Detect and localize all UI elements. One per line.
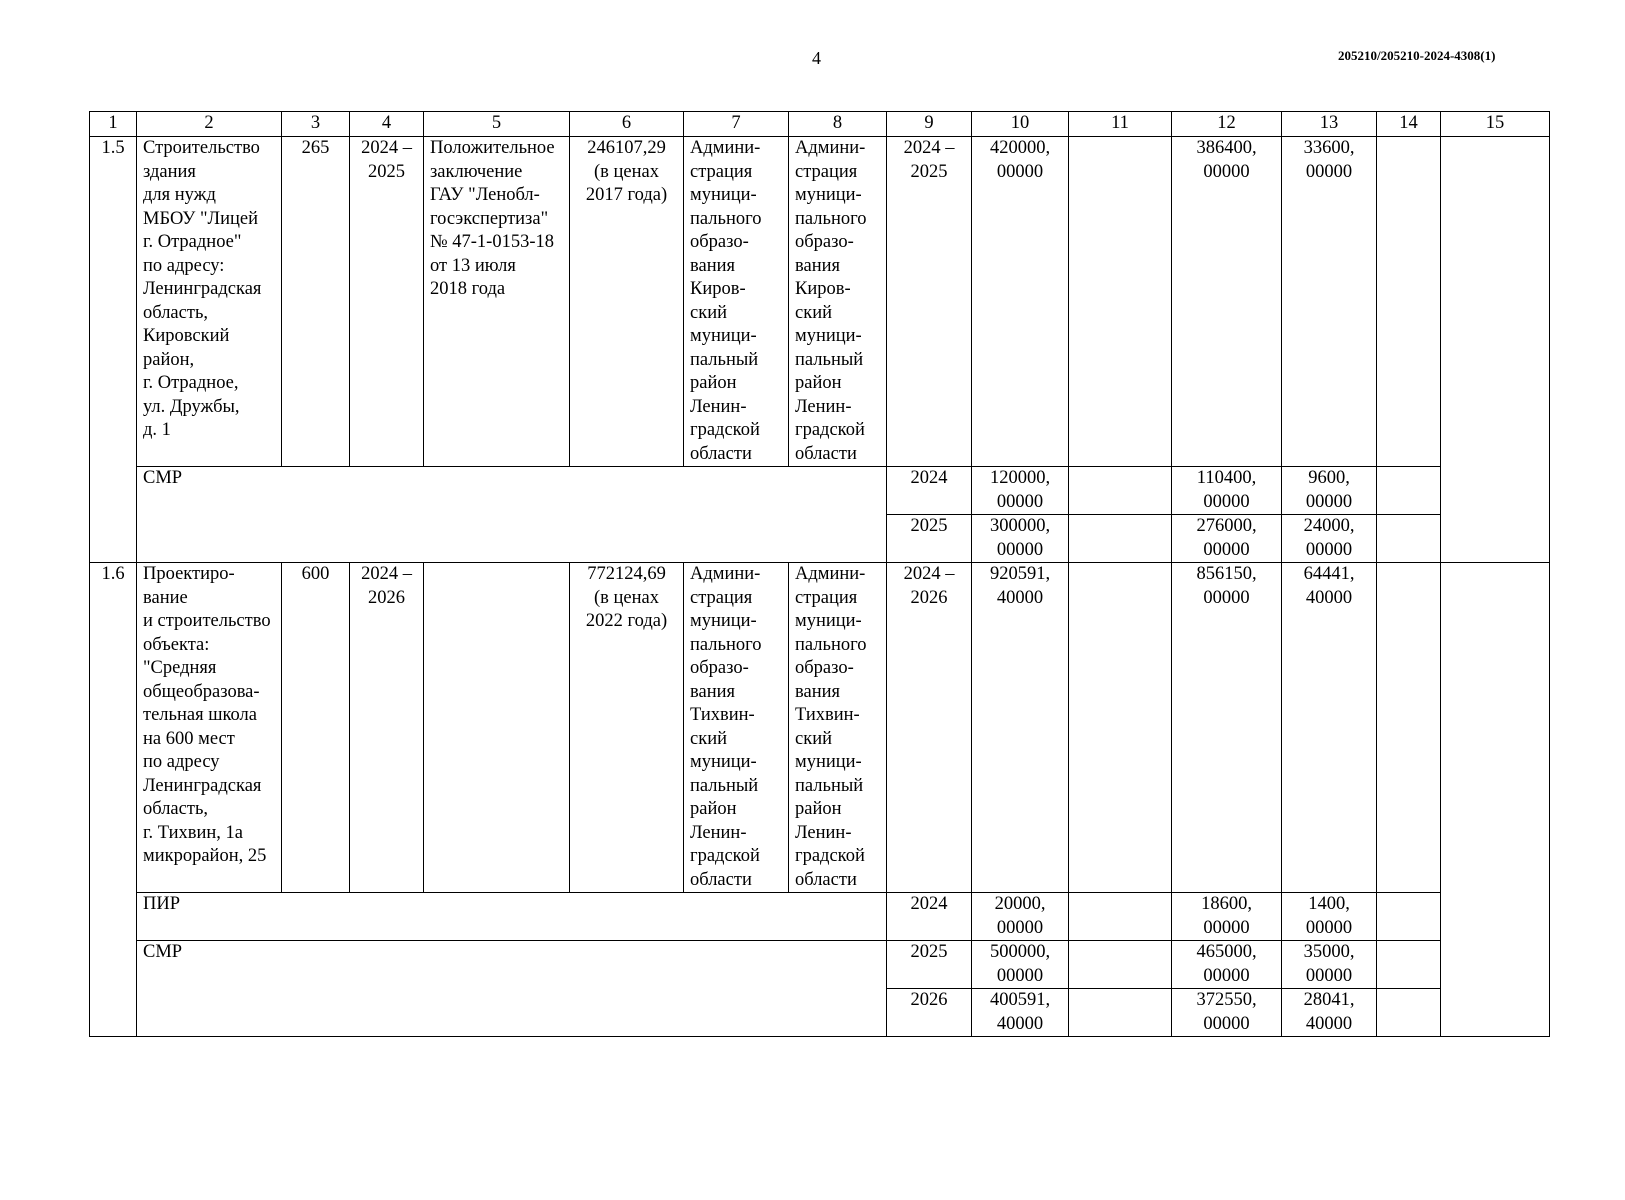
expert-conclusion: [424, 563, 570, 893]
header-cell: 11: [1069, 112, 1172, 137]
page-number: 4: [812, 48, 821, 68]
row-number: 1.5: [90, 137, 137, 563]
table-row: [90, 467, 1550, 515]
year: 2024: [887, 467, 972, 515]
empty-cell: [1377, 893, 1441, 941]
period: 2024 – 2025: [350, 137, 424, 467]
work-type-label: СМР: [137, 941, 887, 1037]
header-row: [90, 112, 1550, 137]
header-cell: 14: [1377, 112, 1441, 137]
header-cell: 8: [789, 112, 887, 137]
year: 2025: [887, 515, 972, 563]
work-type-label: СМР: [137, 467, 887, 563]
amount-col12: 18600, 00000: [1172, 893, 1282, 941]
table-row: [90, 563, 1550, 893]
empty-cell: [1069, 563, 1172, 893]
empty-cell: [1377, 941, 1441, 989]
amount-col13: 64441, 40000: [1282, 563, 1377, 893]
header-cell: 15: [1441, 112, 1550, 137]
empty-cell: [1069, 893, 1172, 941]
estimated-cost: 772124,69 (в ценах 2022 года): [570, 563, 684, 893]
object-name: Проектиро- вание и строительство объекта: "Средняя общеобразова- тельная школа на 600 мест по адресу Ленинградская область, г. Тихвин, 1а микрорайон, 25: [137, 563, 282, 893]
empty-cell: [1069, 941, 1172, 989]
empty-cell: [1069, 515, 1172, 563]
header-cell: 1: [90, 112, 137, 137]
document-code: 205210/205210-2024-4308(1): [1338, 48, 1496, 63]
developer: Админи- страция муници- пального образо- вания Тихвин- ский муници- пальный район Ленин- градской области: [789, 563, 887, 893]
year: 2024: [887, 893, 972, 941]
empty-cell: [1441, 563, 1550, 1037]
work-type-label: ПИР: [137, 893, 887, 941]
header-cell: 3: [282, 112, 350, 137]
amount-col13: 28041, 40000: [1282, 989, 1377, 1037]
total-amount: 400591, 40000: [972, 989, 1069, 1037]
year: 2026: [887, 989, 972, 1037]
period: 2024 – 2026: [350, 563, 424, 893]
header-cell: 6: [570, 112, 684, 137]
amount-col13: 9600, 00000: [1282, 467, 1377, 515]
header-cell: 2: [137, 112, 282, 137]
amount-col13: 1400, 00000: [1282, 893, 1377, 941]
header-cell: 9: [887, 112, 972, 137]
estimated-cost: 246107,29 (в ценах 2017 года): [570, 137, 684, 467]
total-amount: 420000, 00000: [972, 137, 1069, 467]
amount-col13: 33600, 00000: [1282, 137, 1377, 467]
amount-col13: 24000, 00000: [1282, 515, 1377, 563]
amount-col12: 276000, 00000: [1172, 515, 1282, 563]
empty-cell: [1377, 137, 1441, 467]
capacity: 265: [282, 137, 350, 467]
financing-years: 2024 – 2026: [887, 563, 972, 893]
capacity: 600: [282, 563, 350, 893]
empty-cell: [1069, 137, 1172, 467]
amount-col12: 110400, 00000: [1172, 467, 1282, 515]
empty-cell: [1377, 989, 1441, 1037]
empty-cell: [1069, 989, 1172, 1037]
header-cell: 12: [1172, 112, 1282, 137]
expert-conclusion: Положительное заключение ГАУ "Ленобл- госэкспертиза" № 47-1-0153-18 от 13 июля 2018 года: [424, 137, 570, 467]
header-cell: 13: [1282, 112, 1377, 137]
financing-years: 2024 – 2025: [887, 137, 972, 467]
customer: Админи- страция муници- пального образо- вания Тихвин- ский муници- пальный район Ленин- градской области: [684, 563, 789, 893]
data-table: [89, 111, 1550, 1037]
empty-cell: [1377, 467, 1441, 515]
header-cell: 7: [684, 112, 789, 137]
total-amount: 500000, 00000: [972, 941, 1069, 989]
empty-cell: [1377, 563, 1441, 893]
year: 2025: [887, 941, 972, 989]
empty-cell: [1377, 515, 1441, 563]
amount-col13: 35000, 00000: [1282, 941, 1377, 989]
amount-col12: 386400, 00000: [1172, 137, 1282, 467]
empty-cell: [1441, 137, 1550, 563]
table-row: [90, 941, 1550, 989]
amount-col12: 372550, 00000: [1172, 989, 1282, 1037]
total-amount: 20000, 00000: [972, 893, 1069, 941]
developer: Админи- страция муници- пального образо- вания Киров- ский муници- пальный район Ленин- градской области: [789, 137, 887, 467]
header-cell: 10: [972, 112, 1069, 137]
header-cell: 4: [350, 112, 424, 137]
total-amount: 120000, 00000: [972, 467, 1069, 515]
amount-col12: 465000, 00000: [1172, 941, 1282, 989]
object-name: Строительство здания для нужд МБОУ "Лицей г. Отрадное" по адресу: Ленинградская область, Кировский район, г. Отрадное, ул. Дружбы, д. 1: [137, 137, 282, 467]
table-row: [90, 137, 1550, 467]
total-amount: 920591, 40000: [972, 563, 1069, 893]
customer: Админи- страция муници- пального образо- вания Киров- ский муници- пальный район Ленин- градской области: [684, 137, 789, 467]
row-number: 1.6: [90, 563, 137, 1037]
table-row: [90, 893, 1550, 941]
empty-cell: [1069, 467, 1172, 515]
total-amount: 300000, 00000: [972, 515, 1069, 563]
header-cell: 5: [424, 112, 570, 137]
amount-col12: 856150, 00000: [1172, 563, 1282, 893]
